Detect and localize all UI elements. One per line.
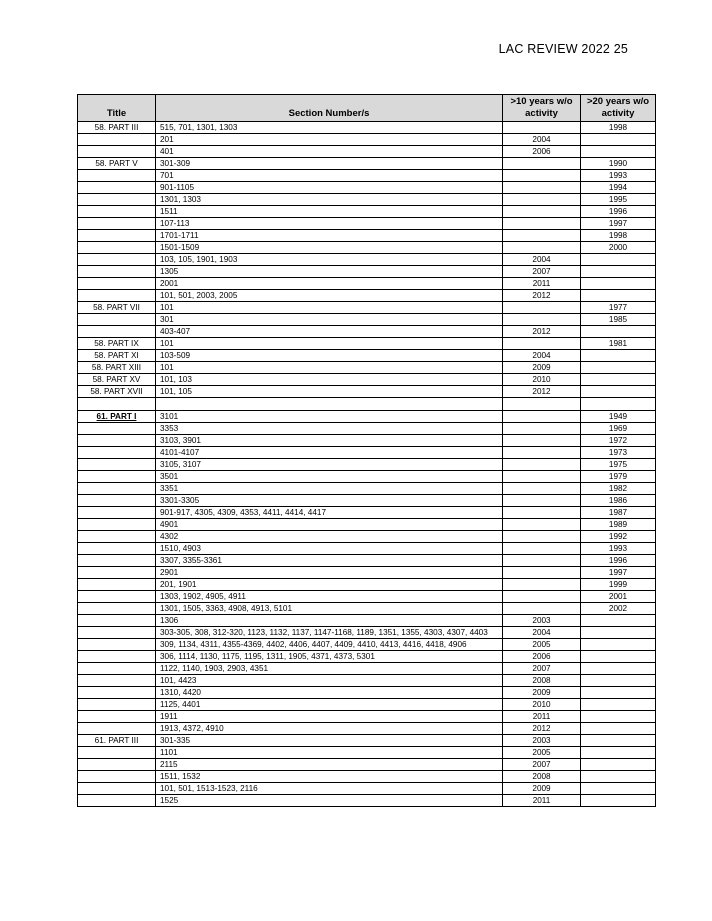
twenty-years-cell: 1975 — [581, 459, 656, 471]
sections-cell: 3501 — [156, 471, 503, 483]
twenty-years-cell: 1997 — [581, 567, 656, 579]
table-row — [78, 459, 656, 471]
ten-years-cell — [503, 170, 581, 182]
title-cell: 58. PART XV — [78, 374, 156, 386]
twenty-years-cell — [581, 735, 656, 747]
sections-cell: 4302 — [156, 531, 503, 543]
title-cell — [78, 459, 156, 471]
title-cell: 58. PART XIII — [78, 362, 156, 374]
ten-years-cell — [503, 314, 581, 326]
sections-cell: 3101 — [156, 411, 503, 423]
title-cell — [78, 242, 156, 254]
title-cell — [78, 699, 156, 711]
title-cell — [78, 663, 156, 675]
sections-cell: 101, 103 — [156, 374, 503, 386]
table-row — [78, 699, 656, 711]
ten-years-cell: 2011 — [503, 795, 581, 807]
ten-years-cell — [503, 218, 581, 230]
sections-cell: 1511 — [156, 206, 503, 218]
twenty-years-cell — [581, 326, 656, 338]
title-cell — [78, 266, 156, 278]
ten-years-cell: 2003 — [503, 735, 581, 747]
title-cell: 58. PART XI — [78, 350, 156, 362]
table-row — [78, 567, 656, 579]
table-row — [78, 759, 656, 771]
twenty-years-cell — [581, 278, 656, 290]
twenty-years-cell: 1990 — [581, 158, 656, 170]
title-cell: 61. PART III — [78, 735, 156, 747]
title-cell: 58. PART V — [78, 158, 156, 170]
ten-years-cell — [503, 579, 581, 591]
sections-cell: 107-113 — [156, 218, 503, 230]
sections-cell: 3351 — [156, 483, 503, 495]
ten-years-cell — [503, 483, 581, 495]
sections-cell: 101 — [156, 362, 503, 374]
title-cell — [78, 483, 156, 495]
ten-years-cell: 2005 — [503, 639, 581, 651]
table-row — [78, 423, 656, 435]
table-row — [78, 519, 656, 531]
table-row — [78, 507, 656, 519]
title-cell — [78, 435, 156, 447]
table-row — [78, 230, 656, 242]
sections-cell: 303-305, 308, 312-320, 1123, 1132, 1137, 1147-1168, 1189, 1351, 1355, 4303, 4307, 4403 — [156, 627, 503, 639]
table-row — [78, 675, 656, 687]
table-row — [78, 182, 656, 194]
table-row — [78, 555, 656, 567]
table-row — [78, 218, 656, 230]
title-cell — [78, 398, 156, 411]
twenty-years-cell: 2000 — [581, 242, 656, 254]
table-row — [78, 495, 656, 507]
ten-years-cell: 2007 — [503, 266, 581, 278]
twenty-years-cell: 1985 — [581, 314, 656, 326]
twenty-years-cell: 1986 — [581, 495, 656, 507]
table-row — [78, 627, 656, 639]
table-row — [78, 411, 656, 423]
ten-years-cell — [503, 567, 581, 579]
title-cell — [78, 519, 156, 531]
table-row — [78, 326, 656, 338]
title-cell — [78, 747, 156, 759]
review-table — [77, 94, 656, 807]
table-row — [78, 735, 656, 747]
table-row — [78, 266, 656, 278]
title-cell — [78, 134, 156, 146]
table-row — [78, 194, 656, 206]
title-cell — [78, 579, 156, 591]
sections-cell: 3301-3305 — [156, 495, 503, 507]
twenty-years-cell: 1993 — [581, 170, 656, 182]
table-row — [78, 374, 656, 386]
ten-years-cell — [503, 459, 581, 471]
ten-years-cell: 2008 — [503, 675, 581, 687]
title-cell: 58. PART IX — [78, 338, 156, 350]
table-body — [78, 122, 656, 807]
sections-cell: 3105, 3107 — [156, 459, 503, 471]
table-row — [78, 591, 656, 603]
ten-years-cell: 2009 — [503, 362, 581, 374]
sections-cell: 101, 501, 2003, 2005 — [156, 290, 503, 302]
twenty-years-cell: 1998 — [581, 230, 656, 242]
sections-cell: 4901 — [156, 519, 503, 531]
table-row — [78, 350, 656, 362]
ten-years-cell — [503, 411, 581, 423]
ten-years-cell: 2004 — [503, 134, 581, 146]
table-row — [78, 447, 656, 459]
sections-cell: 515, 701, 1301, 1303 — [156, 122, 503, 134]
title-cell — [78, 687, 156, 699]
title-cell — [78, 230, 156, 242]
twenty-years-cell — [581, 699, 656, 711]
sections-cell: 1701-1711 — [156, 230, 503, 242]
ten-years-cell: 2006 — [503, 651, 581, 663]
twenty-years-cell — [581, 290, 656, 302]
table-row — [78, 302, 656, 314]
title-cell — [78, 194, 156, 206]
table-row — [78, 771, 656, 783]
ten-years-cell — [503, 302, 581, 314]
ten-years-cell — [503, 471, 581, 483]
sections-cell — [156, 398, 503, 411]
ten-years-cell — [503, 603, 581, 615]
twenty-years-cell: 1992 — [581, 531, 656, 543]
twenty-years-cell — [581, 795, 656, 807]
twenty-years-cell — [581, 639, 656, 651]
sections-cell: 1305 — [156, 266, 503, 278]
ten-years-cell — [503, 555, 581, 567]
twenty-years-cell: 2001 — [581, 591, 656, 603]
title-cell — [78, 170, 156, 182]
twenty-years-cell: 1996 — [581, 555, 656, 567]
col-header-title: Title — [78, 95, 156, 122]
sections-cell: 1301, 1505, 3363, 4908, 4913, 5101 — [156, 603, 503, 615]
twenty-years-cell — [581, 675, 656, 687]
table-row — [78, 483, 656, 495]
ten-years-cell — [503, 543, 581, 555]
table-row — [78, 795, 656, 807]
sections-cell: 201 — [156, 134, 503, 146]
ten-years-cell — [503, 495, 581, 507]
twenty-years-cell — [581, 146, 656, 158]
title-cell — [78, 615, 156, 627]
table-row — [78, 290, 656, 302]
title-cell — [78, 182, 156, 194]
table-row — [78, 314, 656, 326]
twenty-years-cell — [581, 386, 656, 398]
title-cell — [78, 675, 156, 687]
page-header: LAC REVIEW 2022 25 — [498, 42, 628, 56]
sections-cell: 701 — [156, 170, 503, 182]
sections-cell: 201, 1901 — [156, 579, 503, 591]
table-row — [78, 435, 656, 447]
sections-cell: 401 — [156, 146, 503, 158]
table-row — [78, 615, 656, 627]
twenty-years-cell — [581, 759, 656, 771]
sections-cell: 1911 — [156, 711, 503, 723]
twenty-years-cell: 1996 — [581, 206, 656, 218]
sections-cell: 403-407 — [156, 326, 503, 338]
sections-cell: 1310, 4420 — [156, 687, 503, 699]
ten-years-cell: 2009 — [503, 687, 581, 699]
table-row — [78, 579, 656, 591]
ten-years-cell — [503, 423, 581, 435]
sections-cell: 1525 — [156, 795, 503, 807]
table-row — [78, 122, 656, 134]
sections-cell: 1125, 4401 — [156, 699, 503, 711]
ten-years-cell — [503, 242, 581, 254]
table-row — [78, 158, 656, 170]
table-row — [78, 711, 656, 723]
table-row — [78, 687, 656, 699]
twenty-years-cell — [581, 134, 656, 146]
ten-years-cell: 2012 — [503, 723, 581, 735]
header-row — [78, 95, 656, 122]
table-row — [78, 543, 656, 555]
sections-cell: 306, 1114, 1130, 1175, 1195, 1311, 1905, 4371, 4373, 5301 — [156, 651, 503, 663]
table-row — [78, 747, 656, 759]
sections-cell: 101 — [156, 338, 503, 350]
table-row — [78, 651, 656, 663]
sections-cell: 1511, 1532 — [156, 771, 503, 783]
title-cell — [78, 771, 156, 783]
twenty-years-cell — [581, 627, 656, 639]
title-cell — [78, 218, 156, 230]
sections-cell: 1913, 4372, 4910 — [156, 723, 503, 735]
title-cell — [78, 507, 156, 519]
title-cell — [78, 651, 156, 663]
ten-years-cell: 2004 — [503, 350, 581, 362]
ten-years-cell: 2011 — [503, 711, 581, 723]
title-cell — [78, 495, 156, 507]
ten-years-cell: 2012 — [503, 386, 581, 398]
title-cell — [78, 290, 156, 302]
title-cell — [78, 278, 156, 290]
ten-years-cell: 2012 — [503, 290, 581, 302]
twenty-years-cell — [581, 747, 656, 759]
table-row — [78, 471, 656, 483]
twenty-years-cell — [581, 374, 656, 386]
title-cell — [78, 543, 156, 555]
sections-cell: 301-335 — [156, 735, 503, 747]
table-row — [78, 723, 656, 735]
sections-cell: 101, 501, 1513-1523, 2116 — [156, 783, 503, 795]
table-row — [78, 146, 656, 158]
title-cell — [78, 555, 156, 567]
title-cell: 61. PART I — [78, 411, 156, 423]
title-cell — [78, 314, 156, 326]
title-cell — [78, 783, 156, 795]
title-cell — [78, 447, 156, 459]
twenty-years-cell: 1982 — [581, 483, 656, 495]
sections-cell: 1501-1509 — [156, 242, 503, 254]
table-row — [78, 783, 656, 795]
twenty-years-cell: 1972 — [581, 435, 656, 447]
ten-years-cell — [503, 447, 581, 459]
sections-cell: 101, 4423 — [156, 675, 503, 687]
table-row — [78, 278, 656, 290]
ten-years-cell: 2005 — [503, 747, 581, 759]
title-cell — [78, 471, 156, 483]
twenty-years-cell — [581, 362, 656, 374]
sections-cell: 103-509 — [156, 350, 503, 362]
ten-years-cell — [503, 398, 581, 411]
table-row — [78, 603, 656, 615]
sections-cell: 301 — [156, 314, 503, 326]
ten-years-cell — [503, 338, 581, 350]
col-header-20-years: >20 years w/o activity — [581, 95, 656, 122]
twenty-years-cell — [581, 723, 656, 735]
ten-years-cell: 2004 — [503, 627, 581, 639]
ten-years-cell — [503, 158, 581, 170]
title-cell — [78, 254, 156, 266]
ten-years-cell — [503, 591, 581, 603]
twenty-years-cell: 1993 — [581, 543, 656, 555]
sections-cell: 309, 1134, 4311, 4355-4369, 4402, 4406, 4407, 4409, 4410, 4413, 4416, 4418, 4906 — [156, 639, 503, 651]
sections-cell: 1301, 1303 — [156, 194, 503, 206]
ten-years-cell: 2010 — [503, 699, 581, 711]
title-cell — [78, 723, 156, 735]
ten-years-cell: 2007 — [503, 663, 581, 675]
title-cell — [78, 759, 156, 771]
ten-years-cell: 2010 — [503, 374, 581, 386]
title-cell: 58. PART III — [78, 122, 156, 134]
sections-cell: 901-1105 — [156, 182, 503, 194]
twenty-years-cell: 1994 — [581, 182, 656, 194]
sections-cell: 101 — [156, 302, 503, 314]
twenty-years-cell: 1969 — [581, 423, 656, 435]
table-row — [78, 134, 656, 146]
title-cell: 58. PART VII — [78, 302, 156, 314]
twenty-years-cell — [581, 663, 656, 675]
sections-cell: 1303, 1902, 4905, 4911 — [156, 591, 503, 603]
col-header-sections: Section Number/s — [156, 95, 503, 122]
twenty-years-cell: 1949 — [581, 411, 656, 423]
ten-years-cell — [503, 122, 581, 134]
table-row — [78, 663, 656, 675]
twenty-years-cell — [581, 254, 656, 266]
table-row — [78, 338, 656, 350]
table-row — [78, 254, 656, 266]
title-cell — [78, 146, 156, 158]
sections-cell: 1510, 4903 — [156, 543, 503, 555]
twenty-years-cell — [581, 783, 656, 795]
table-row — [78, 639, 656, 651]
table-row — [78, 398, 656, 411]
ten-years-cell — [503, 435, 581, 447]
ten-years-cell: 2007 — [503, 759, 581, 771]
twenty-years-cell — [581, 771, 656, 783]
twenty-years-cell: 1995 — [581, 194, 656, 206]
ten-years-cell: 2004 — [503, 254, 581, 266]
twenty-years-cell — [581, 398, 656, 411]
col-header-10-years: >10 years w/o activity — [503, 95, 581, 122]
sections-cell: 1306 — [156, 615, 503, 627]
twenty-years-cell: 2002 — [581, 603, 656, 615]
sections-cell: 4101-4107 — [156, 447, 503, 459]
ten-years-cell: 2011 — [503, 278, 581, 290]
ten-years-cell: 2003 — [503, 615, 581, 627]
sections-cell: 3103, 3901 — [156, 435, 503, 447]
title-cell — [78, 567, 156, 579]
ten-years-cell: 2012 — [503, 326, 581, 338]
twenty-years-cell — [581, 651, 656, 663]
title-cell — [78, 591, 156, 603]
ten-years-cell — [503, 519, 581, 531]
twenty-years-cell: 1999 — [581, 579, 656, 591]
ten-years-cell — [503, 507, 581, 519]
twenty-years-cell: 1973 — [581, 447, 656, 459]
sections-cell: 103, 105, 1901, 1903 — [156, 254, 503, 266]
title-cell — [78, 603, 156, 615]
ten-years-cell — [503, 182, 581, 194]
title-cell — [78, 326, 156, 338]
sections-cell: 901-917, 4305, 4309, 4353, 4411, 4414, 4417 — [156, 507, 503, 519]
twenty-years-cell — [581, 687, 656, 699]
twenty-years-cell: 1981 — [581, 338, 656, 350]
sections-cell: 2901 — [156, 567, 503, 579]
table-row — [78, 170, 656, 182]
ten-years-cell — [503, 194, 581, 206]
twenty-years-cell: 1979 — [581, 471, 656, 483]
ten-years-cell: 2009 — [503, 783, 581, 795]
sections-cell: 301-309 — [156, 158, 503, 170]
twenty-years-cell: 1987 — [581, 507, 656, 519]
sections-cell: 101, 105 — [156, 386, 503, 398]
title-cell — [78, 795, 156, 807]
table-row — [78, 242, 656, 254]
twenty-years-cell: 1977 — [581, 302, 656, 314]
table-row — [78, 362, 656, 374]
sections-cell: 3353 — [156, 423, 503, 435]
table-row — [78, 386, 656, 398]
ten-years-cell — [503, 206, 581, 218]
twenty-years-cell: 1997 — [581, 218, 656, 230]
title-cell — [78, 531, 156, 543]
sections-cell: 2001 — [156, 278, 503, 290]
twenty-years-cell — [581, 615, 656, 627]
twenty-years-cell: 1989 — [581, 519, 656, 531]
twenty-years-cell — [581, 711, 656, 723]
title-cell — [78, 627, 156, 639]
title-cell — [78, 639, 156, 651]
ten-years-cell — [503, 230, 581, 242]
ten-years-cell: 2006 — [503, 146, 581, 158]
title-cell — [78, 206, 156, 218]
sections-cell: 1101 — [156, 747, 503, 759]
title-cell — [78, 711, 156, 723]
table-row — [78, 206, 656, 218]
sections-cell: 2115 — [156, 759, 503, 771]
title-cell: 58. PART XVII — [78, 386, 156, 398]
ten-years-cell — [503, 531, 581, 543]
sections-cell: 3307, 3355-3361 — [156, 555, 503, 567]
twenty-years-cell: 1998 — [581, 122, 656, 134]
twenty-years-cell — [581, 266, 656, 278]
sections-cell: 1122, 1140, 1903, 2903, 4351 — [156, 663, 503, 675]
title-cell — [78, 423, 156, 435]
ten-years-cell: 2008 — [503, 771, 581, 783]
table-row — [78, 531, 656, 543]
twenty-years-cell — [581, 350, 656, 362]
